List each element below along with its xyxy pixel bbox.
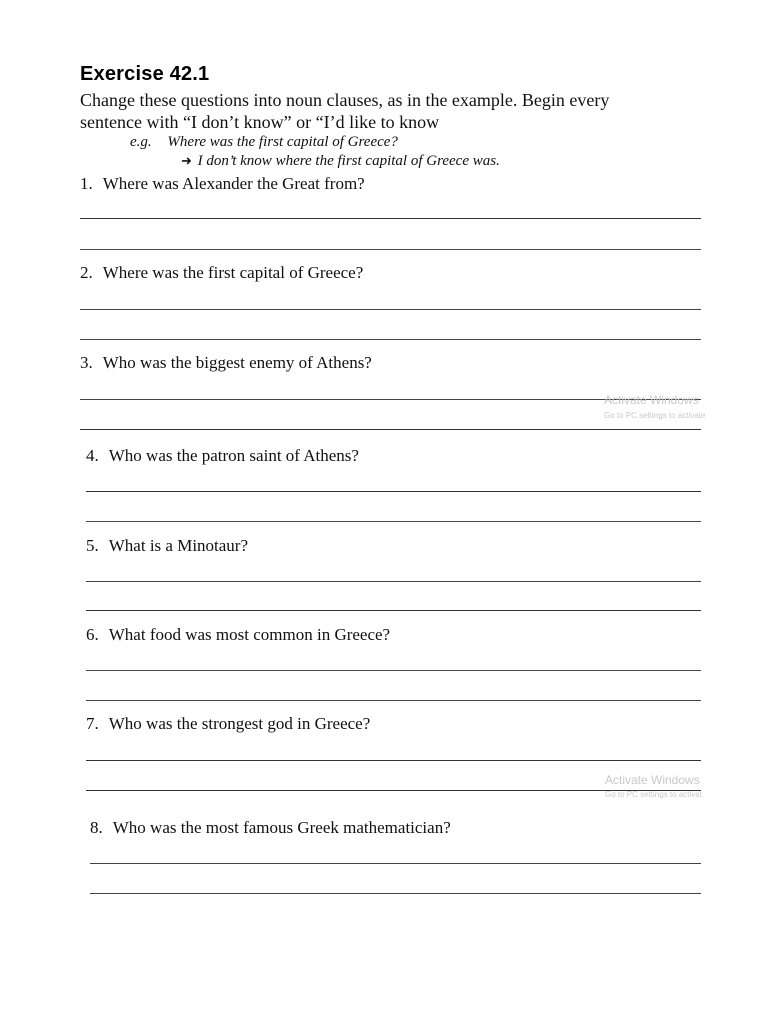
example-question	[130, 134, 398, 151]
question-number: 3.	[80, 353, 93, 372]
example-answer	[181, 153, 500, 170]
answer-line[interactable]	[80, 429, 701, 430]
question-7	[86, 714, 370, 734]
question-number: 6.	[86, 625, 99, 644]
question-number: 7.	[86, 714, 99, 733]
question-text: Who was the strongest god in Greece?	[108, 714, 371, 733]
activate-windows-watermark-title: Activate Windows	[605, 773, 700, 787]
example-label: e.g.	[130, 134, 152, 150]
answer-line[interactable]	[80, 309, 701, 310]
answer-line[interactable]	[86, 610, 701, 611]
question-text: Where was Alexander the Great from?	[102, 174, 365, 193]
instruction-line-1: Change these questions into noun clauses, as in the example. Begin every	[80, 90, 610, 110]
answer-line[interactable]	[86, 521, 701, 522]
question-2	[80, 263, 363, 283]
answer-line[interactable]	[80, 249, 701, 250]
instruction-line-2: sentence with “I don’t know” or “I’d like to know	[80, 112, 440, 132]
question-3	[80, 353, 372, 373]
question-text: Who was the patron saint of Athens?	[108, 446, 359, 465]
question-number: 5.	[86, 536, 99, 555]
answer-line[interactable]	[86, 581, 701, 582]
question-1	[80, 174, 365, 194]
answer-line[interactable]	[86, 700, 701, 701]
question-number: 8.	[90, 818, 103, 837]
activate-windows-watermark-title: Activate Windows	[604, 393, 699, 407]
question-text: What is a Minotaur?	[108, 536, 249, 555]
example-answer-text: I don’t know where the first capital of Greece was.	[197, 153, 500, 169]
answer-line[interactable]	[90, 893, 701, 894]
question-text: Who was the biggest enemy of Athens?	[102, 353, 372, 372]
question-text: What food was most common in Greece?	[108, 625, 391, 644]
activate-windows-watermark-subtitle: Go to PC settings to activate	[604, 411, 706, 420]
answer-line[interactable]	[86, 491, 701, 492]
exercise-title: Exercise 42.1	[80, 63, 210, 85]
answer-line[interactable]	[86, 670, 701, 671]
question-number: 4.	[86, 446, 99, 465]
answer-line[interactable]	[86, 760, 701, 761]
question-6	[86, 625, 390, 645]
answer-line[interactable]	[80, 339, 701, 340]
answer-line[interactable]	[90, 863, 701, 864]
activate-windows-watermark-subtitle: Go to PC settings to activat	[605, 790, 702, 799]
question-4	[86, 446, 359, 466]
question-number: 1.	[80, 174, 93, 193]
question-5	[86, 536, 248, 556]
question-number: 2.	[80, 263, 93, 282]
answer-line[interactable]	[80, 218, 701, 219]
example-question-text: Where was the first capital of Greece?	[167, 134, 398, 150]
question-text: Who was the most famous Greek mathematician?	[112, 818, 451, 837]
question-8	[90, 818, 451, 838]
right-arrow-icon: ➜	[181, 153, 192, 168]
question-text: Where was the first capital of Greece?	[102, 263, 364, 282]
